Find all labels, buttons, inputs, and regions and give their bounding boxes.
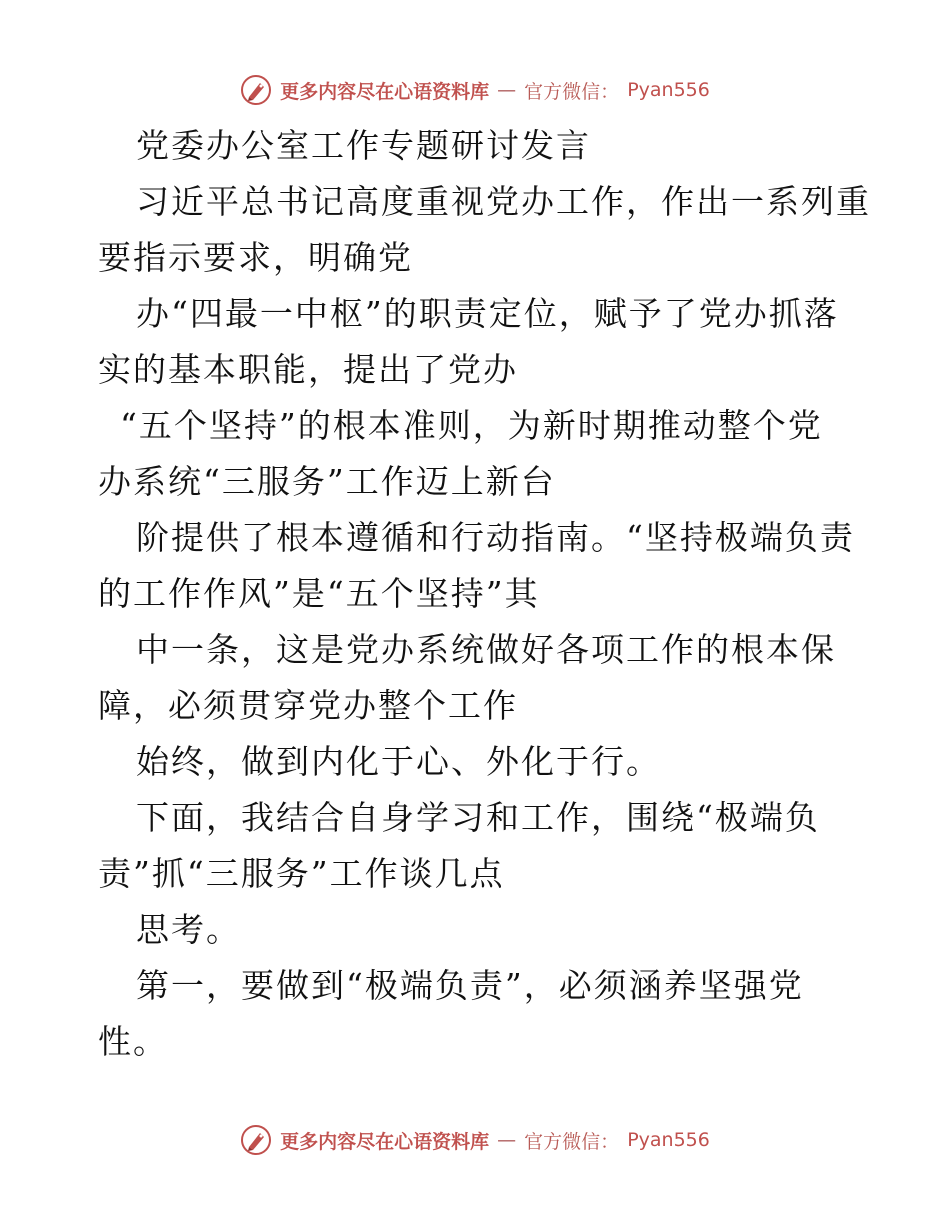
- paragraph-line: 中一条，这是党办系统做好各项工作的根本保: [136, 630, 836, 669]
- banner-wechat-id: Pyan556: [627, 1129, 710, 1151]
- paragraph-line: 的工作作风”是“五个坚持”其: [98, 574, 540, 613]
- banner-wechat-id: Pyan556: [627, 79, 710, 101]
- paragraph-line: “五个坚持”的根本准则，为新时期推动整个党: [120, 406, 823, 445]
- paragraph-line: 要指示要求，明确党: [98, 238, 413, 277]
- paragraph-line: 阶提供了根本遵循和行动指南。“坚持极端负责: [136, 518, 855, 557]
- banner-wechat-label: 官方微信：: [524, 80, 620, 103]
- document-body: [98, 118, 871, 1070]
- banner-main-text: 更多内容尽在心语资料库: [280, 80, 490, 103]
- paragraph-line: 性。: [98, 1022, 168, 1061]
- paragraph-line: 责”抓“三服务”工作谈几点: [98, 854, 505, 893]
- paragraph-line: 下面，我结合自身学习和工作，围绕“极端负: [136, 798, 820, 837]
- banner-separator: —: [497, 1129, 517, 1151]
- document-title: 党委办公室工作专题研讨发言: [136, 126, 591, 165]
- paragraph-line: 习近平总书记高度重视党办工作，作出一系列重: [136, 182, 871, 221]
- pen-logo-icon: [240, 1124, 272, 1156]
- paragraph-line: 障，必须贯穿党办整个工作: [98, 686, 518, 725]
- banner-wechat-label: 官方微信：: [524, 1130, 620, 1153]
- paragraph-line: 始终，做到内化于心、外化于行。: [136, 742, 661, 781]
- paragraph-line: 办系统“三服务”工作迈上新台: [98, 462, 556, 501]
- banner-main-text: 更多内容尽在心语资料库: [280, 1130, 490, 1153]
- pen-logo-icon: [240, 74, 272, 106]
- paragraph-line: 第一，要做到“极端负责”，必须涵养坚强党: [136, 966, 804, 1005]
- banner-separator: —: [497, 79, 517, 101]
- paragraph-line: 实的基本职能，提出了党办: [98, 350, 518, 389]
- paragraph-line: 思考。: [136, 910, 241, 949]
- header-banner: [0, 70, 950, 110]
- footer-banner: [0, 1120, 950, 1160]
- paragraph-line: 办“四最一中枢”的职责定位，赋予了党办抓落: [136, 294, 839, 333]
